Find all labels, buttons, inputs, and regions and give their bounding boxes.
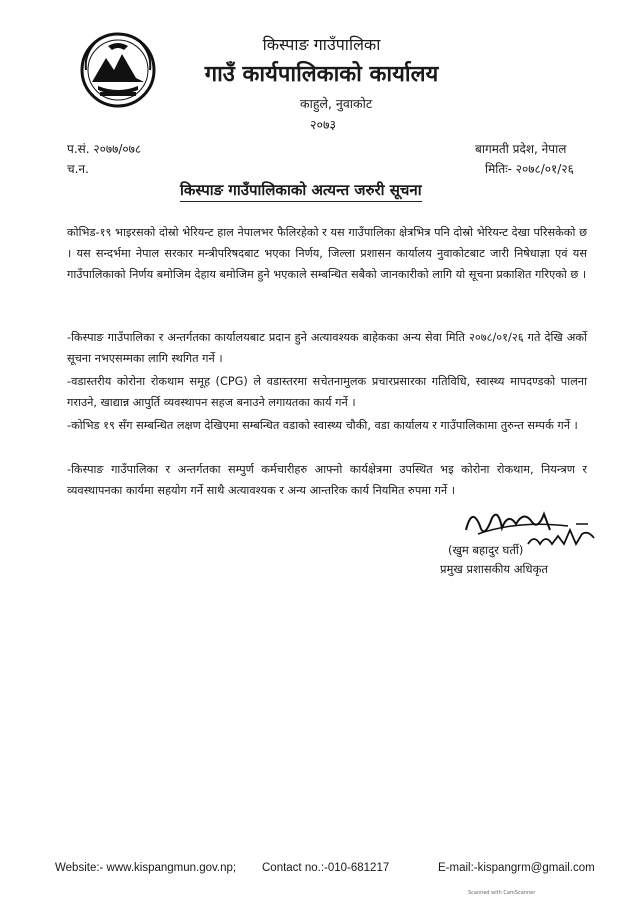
office-title: गाउँ कार्यपालिकाको कार्यालय	[204, 62, 439, 87]
established-year: २०७३	[310, 117, 337, 132]
issue-date: मितिः- २०७८/०१/२६	[485, 162, 574, 176]
notice-point-4: -किस्पाङ गाउँपालिका र अन्तर्गतका सम्पुर्ण कर्मचारीहरु आफ्नो कार्यक्षेत्रमा उपस्थित भइ कोरोना रोकथाम, नियन्त्रण र व्यवस्थापनका कार्यमा सहयोग गर्ने साथै अत्यावश्यक र अन्य आन्तरिक कार्य नियमित रुपमा गर्ने ।	[67, 463, 587, 497]
dispatch-number: च.न.	[67, 162, 89, 176]
intro-paragraph: कोभिड-१९ भाइरसको दोस्रो भेरियन्ट हाल नेपालभर फैलिरहेको र यस गाउँपालिका क्षेत्रभित्र पनि दोस्रो भेरियन्ट देखा परिसकेको छ । यस सन्दर्भमा नेपाल सरकार मन्त्रीपरिषदबाट भएका निर्णय, जिल्ला प्रशासन कार्यालय नुवाकोटबाट जारी निषेधाज्ञा एवं यस गाउँपालिकाको निर्णय बमोजिम देहाय बमोजिम हुने भएकाले सम्बन्धित सबैको जानकारीको लागि यो सूचना प्रकाशित गरिएको छ ।	[67, 226, 587, 281]
province-line: बागमती प्रदेश, नेपाल	[475, 142, 567, 156]
scanner-watermark: Scanned with CamScanner	[468, 890, 536, 896]
footer-email: E-mail:-kispangrm@gmail.com	[438, 862, 595, 874]
footer-website: Website:- www.kispangmun.gov.np;	[55, 862, 237, 874]
notice-point-3: -कोभिड १९ सँग सम्बन्धित लक्षण देखिएमा सम्बन्धित वडाको स्वास्थ्य चौकी, वडा कार्यालय र गाउँपालिकामा तुरुन्त सम्पर्क गर्ने ।	[67, 419, 578, 432]
office-address: काहुले, नुवाकोट	[300, 96, 373, 111]
notice-point-1: -किस्पाङ गाउँपालिका र अन्तर्गतका कार्यालयबाट प्रदान हुने अत्यावश्यक बाहेकका अन्य सेवा मिति २०७८/०१/२६ गते देखि अर्को सूचना नभएसम्मका लागि स्थगित गर्ने ।	[67, 331, 587, 365]
signatory-title: प्रमुख प्रशासकीय अधिकृत	[440, 562, 548, 576]
footer-contact: Contact no.:-010-681217	[262, 862, 390, 874]
municipality-name: किस्पाङ गाउँपालिका	[262, 35, 381, 54]
signatory-name: (खुम बहादुर घर्ती)	[448, 543, 524, 557]
notice-title: किस्पाङ गाउँपालिकाको अत्यन्त जरुरी सूचना	[180, 180, 422, 202]
reference-number: प.सं. २०७७/०७८	[67, 142, 142, 156]
notice-point-2: -वडास्तरीय कोरोना रोकथाम समूह (CPG) ले वडास्तरमा सचेतनामुलक प्रचारप्रसारका गतिविधि, स्वास्थ्य मापदण्डको पालना गराउने, खाद्यान्न आपुर्ति व्यवस्थापन सहज बनाउने लगायतका कार्य गर्ने ।	[67, 375, 587, 409]
